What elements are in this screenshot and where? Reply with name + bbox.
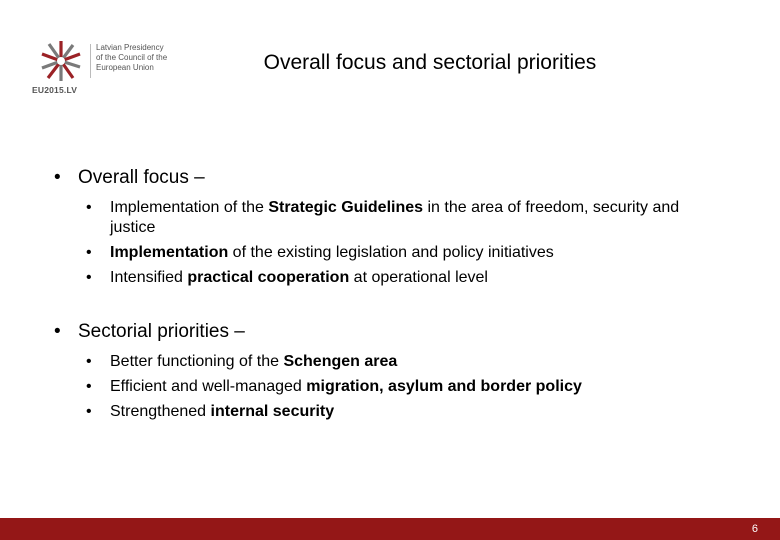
item-text: Strengthened — [110, 403, 211, 420]
section-heading — [48, 320, 708, 344]
bullet-icon: • — [86, 403, 92, 420]
bullet-icon: • — [86, 269, 92, 286]
bullet-icon: • — [54, 167, 61, 188]
item-emphasis: Implementation — [110, 244, 229, 261]
item-text: of the existing legislation and policy initiatives — [228, 244, 554, 261]
bullet-icon: • — [86, 199, 92, 216]
bullet-list — [48, 198, 708, 288]
logo-divider — [90, 44, 91, 78]
page-number: 6 — [751, 523, 758, 535]
item-text: at operational level — [349, 269, 488, 286]
presidency-code: EU2015.LV — [32, 85, 78, 95]
item-text: Implementation of the — [110, 199, 269, 216]
item-text: Better functioning of the — [110, 353, 284, 370]
footer-bar — [0, 518, 780, 540]
bullet-list — [48, 352, 708, 422]
list-item — [48, 198, 708, 238]
item-text: Efficient and well-managed — [110, 378, 307, 395]
presidency-name-line: European Union — [96, 63, 154, 72]
section-sectorial-priorities — [48, 320, 708, 427]
section-overall-focus — [48, 166, 708, 293]
presidency-name-line: Latvian Presidency — [96, 43, 164, 52]
item-text: Intensified — [110, 269, 188, 286]
list-item — [48, 402, 708, 422]
section-heading-text: Sectorial priorities – — [78, 321, 245, 342]
item-emphasis: migration, asylum and border policy — [306, 378, 582, 395]
presidency-name-line: of the Council of the — [96, 53, 168, 62]
list-item — [48, 377, 708, 397]
bullet-icon: • — [86, 353, 92, 370]
presidency-name — [96, 43, 186, 73]
slide-title: Overall focus and sectorial priorities — [263, 51, 597, 74]
item-text: in the area of freedom, security and justice — [110, 199, 680, 236]
item-emphasis: Strategic Guidelines — [268, 199, 424, 216]
item-emphasis: internal security — [210, 403, 335, 420]
item-emphasis: Schengen area — [283, 353, 398, 370]
bullet-icon: • — [54, 321, 61, 342]
section-heading — [48, 166, 708, 190]
list-item — [48, 352, 708, 372]
bullet-icon: • — [86, 244, 92, 261]
presidency-logo — [30, 36, 180, 96]
presidency-emblem-icon — [38, 38, 84, 84]
section-heading-text: Overall focus – — [78, 167, 205, 188]
list-item — [48, 268, 708, 288]
list-item — [48, 243, 708, 263]
bullet-icon: • — [86, 378, 92, 395]
item-emphasis: practical cooperation — [187, 269, 350, 286]
